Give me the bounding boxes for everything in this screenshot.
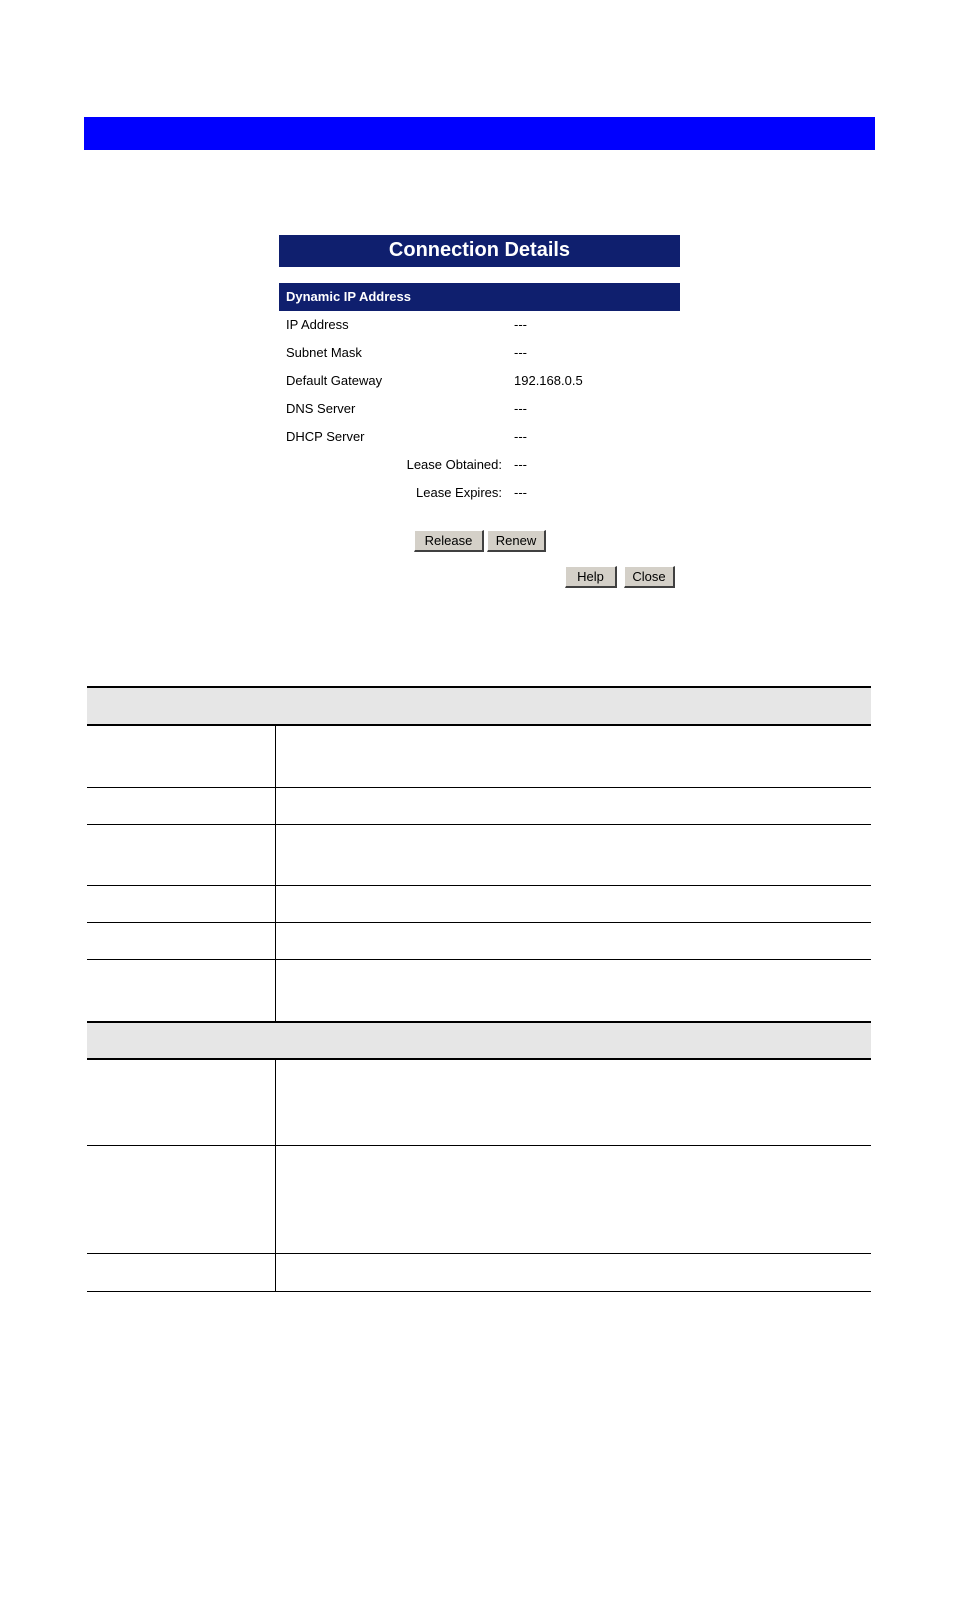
table-row [87,1254,871,1292]
subnet-mask-label: Subnet Mask [286,345,362,360]
dns-server-value: --- [514,401,527,416]
lease-expires-label: Lease Expires: [416,485,502,500]
table-row [87,1060,871,1146]
panel-title: Connection Details [279,235,680,267]
help-button[interactable]: Help [565,566,617,588]
ip-address-label: IP Address [286,317,349,332]
table-row [87,960,871,1022]
table-row [87,1146,871,1254]
row-default-gateway [279,367,680,395]
table-row [87,886,871,923]
table-row [87,788,871,825]
release-button[interactable]: Release [414,530,484,552]
dhcp-server-label: DHCP Server [286,429,365,444]
reference-table [87,686,871,1292]
dns-server-label: DNS Server [286,401,356,416]
row-ip-address [279,311,680,339]
section-header-dynamic-ip: Dynamic IP Address [279,283,680,311]
lease-expires-value: --- [514,485,527,500]
table-row [87,726,871,788]
default-gateway-value: 192.168.0.5 [514,373,583,388]
row-dns-server [279,395,680,423]
lease-obtained-label: Lease Obtained: [406,457,502,472]
ip-address-value: --- [514,317,527,332]
table-section-header [87,1022,871,1060]
connection-details-panel [279,235,680,507]
row-dhcp-server [279,423,680,451]
subnet-mask-value: --- [514,345,527,360]
table-row [87,923,871,960]
dhcp-server-value: --- [514,429,527,444]
default-gateway-label: Default Gateway [286,373,383,388]
top-banner [84,117,875,150]
row-subnet-mask [279,339,680,367]
close-button[interactable]: Close [624,566,675,588]
renew-button[interactable]: Renew [487,530,546,552]
table-row [87,825,871,886]
table-section-header [87,686,871,726]
lease-obtained-value: --- [514,457,527,472]
row-lease-expires [279,479,680,507]
row-lease-obtained [279,451,680,479]
